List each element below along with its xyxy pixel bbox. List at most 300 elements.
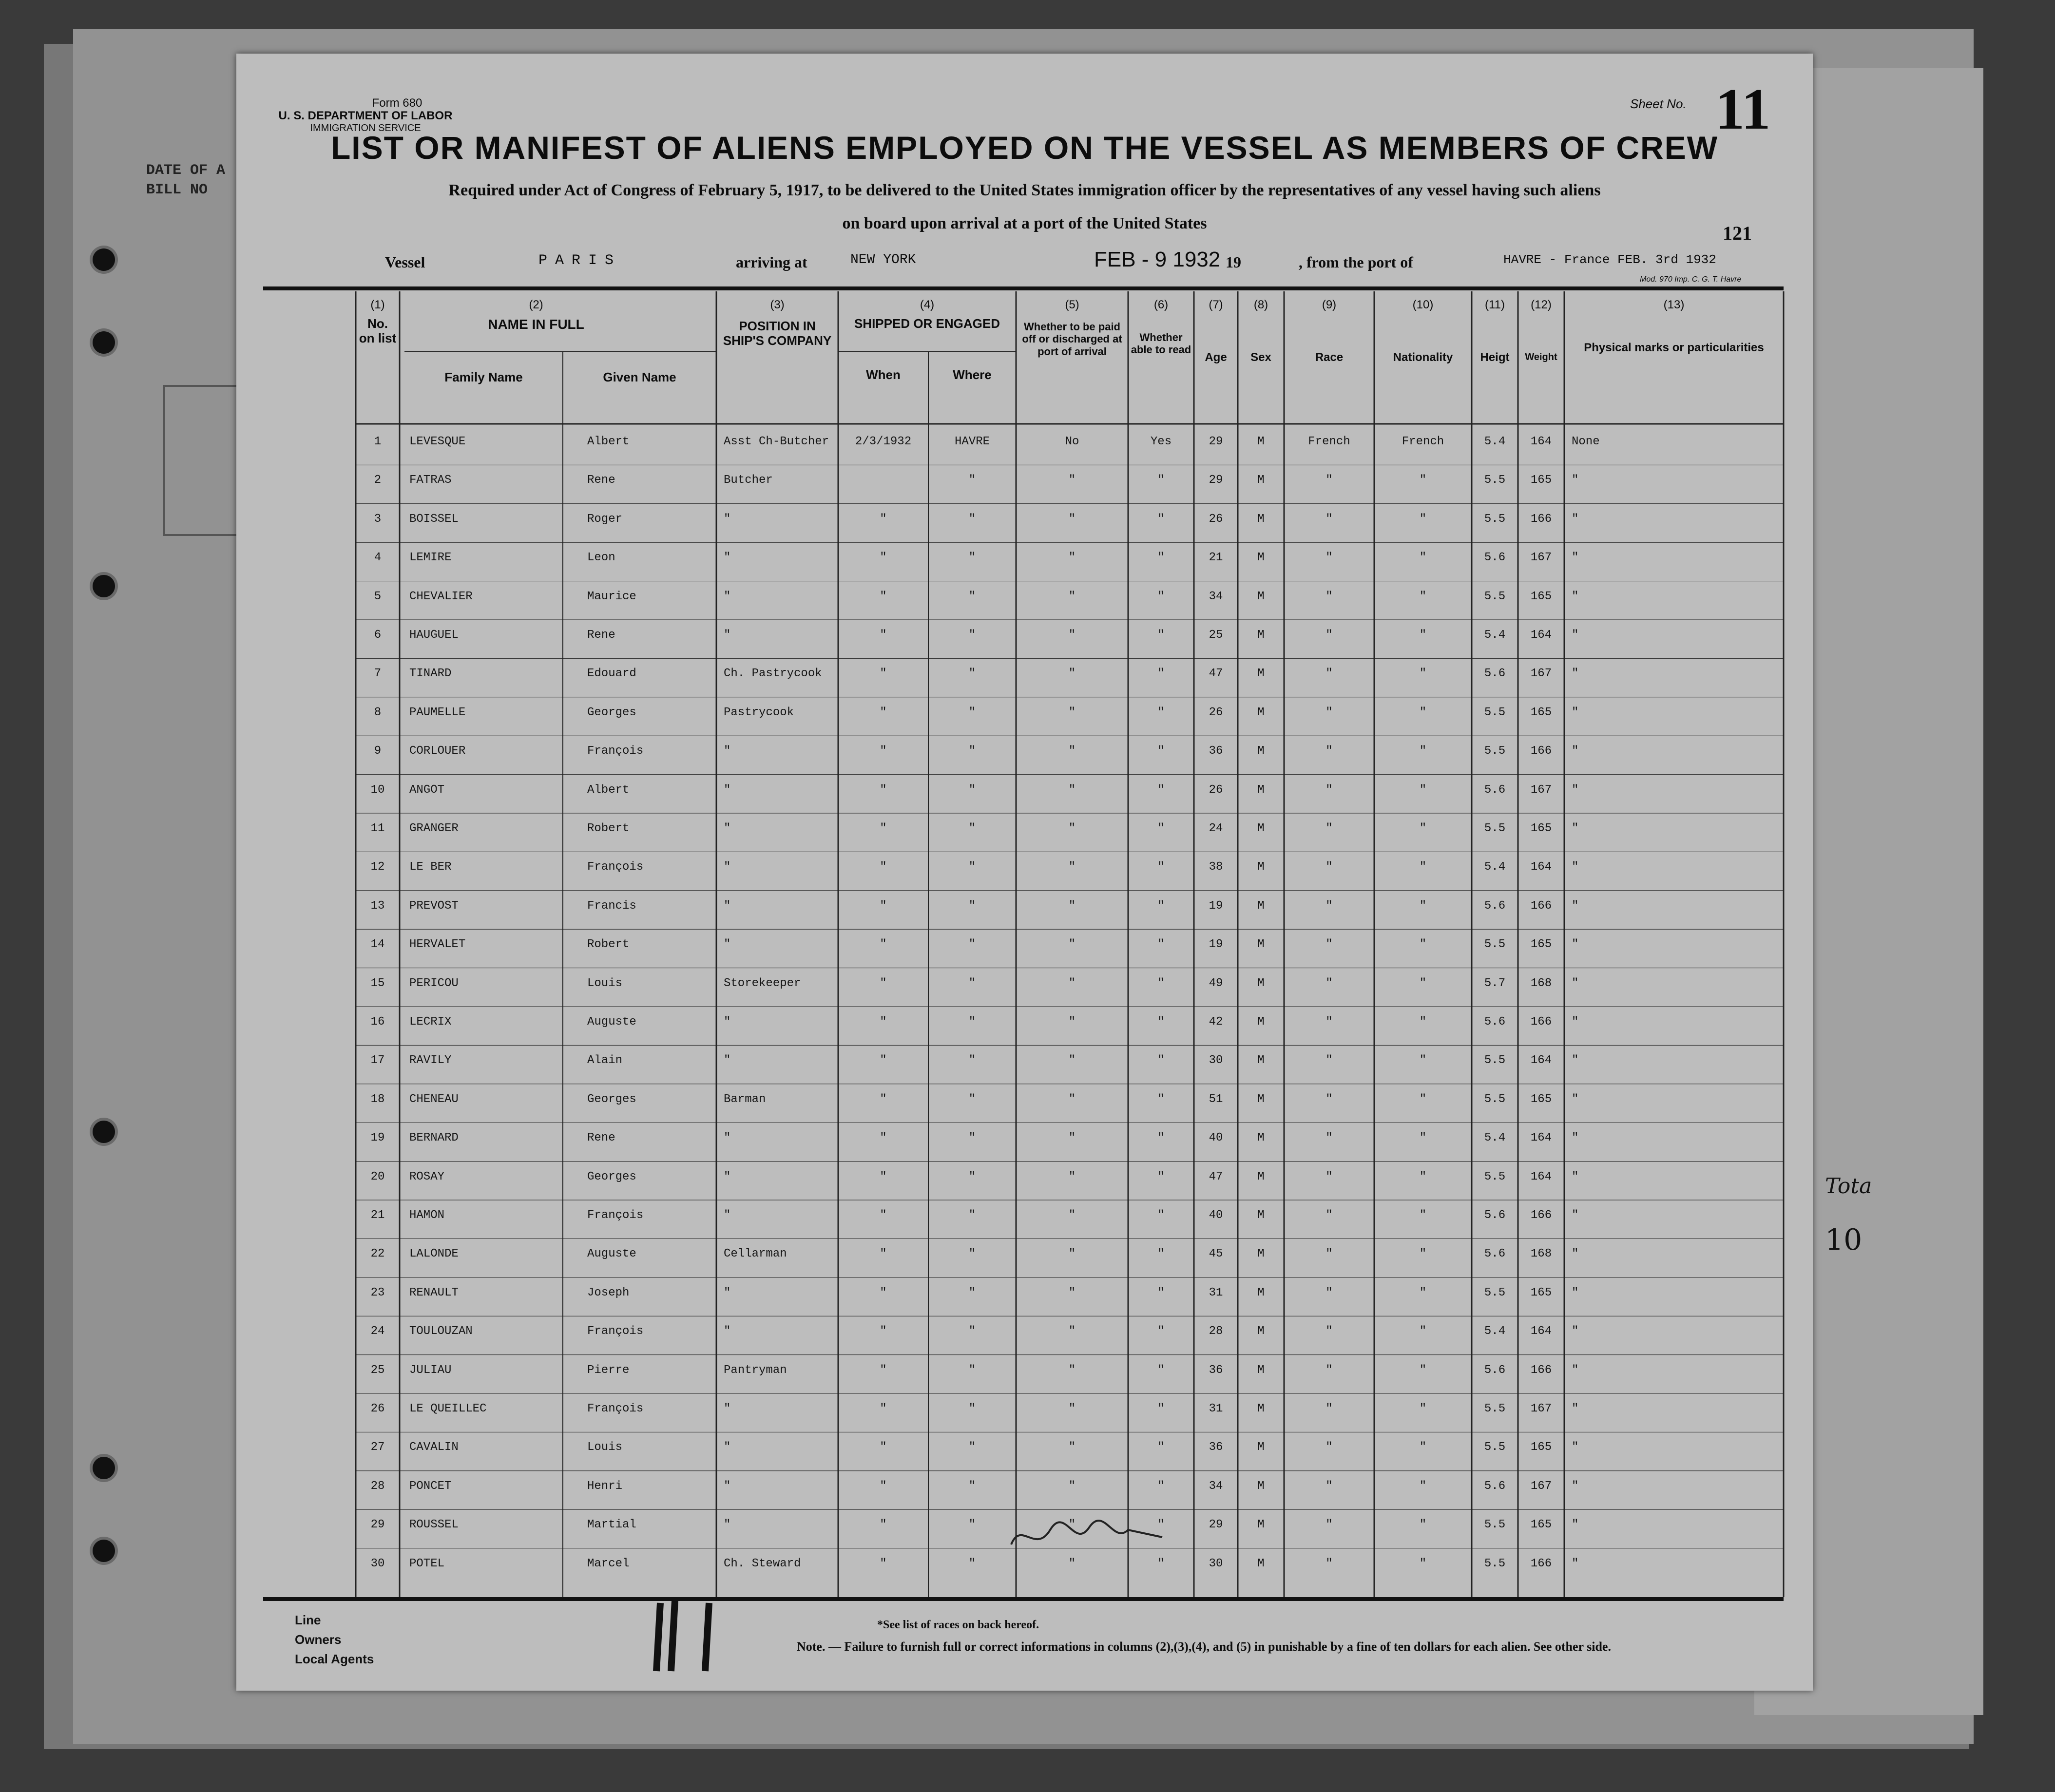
cell-sex: M [1257,1325,1265,1338]
cell-weight: 165 [1530,1092,1552,1106]
cell-family: CHEVALIER [409,590,473,603]
cell-race: " [1325,938,1333,952]
date-stamp-label: DATE OF A [146,162,226,179]
cell-where: " [968,744,976,758]
cell-paid: " [1068,1054,1076,1068]
col-2b-header: Given Name [603,370,676,384]
cell-race: " [1325,1441,1333,1454]
cell-given: Auguste [587,1015,636,1029]
cell-nationality: " [1419,629,1427,642]
cell-weight: 164 [1530,1325,1552,1338]
cell-position: " [724,1054,731,1068]
cell-read: " [1157,1170,1165,1183]
cell-marks: " [1572,1441,1579,1454]
cell-given: Rene [587,474,615,487]
cell-read: " [1157,899,1165,913]
cell-paid: " [1068,976,1076,990]
local-agents-label: Local Agents [295,1652,374,1666]
cell-weight: 168 [1530,976,1552,990]
cell-race: " [1325,899,1333,913]
side-notes [1825,1160,1872,1267]
cell-marks: " [1572,1054,1579,1068]
cell-family: LEMIRE [409,551,452,565]
cell-nationality: " [1419,899,1427,913]
cell-weight: 164 [1530,629,1552,642]
binder-hole [93,1540,115,1562]
cell-when: " [880,1054,887,1068]
col-3-header: POSITION IN SHIP'S COMPANY [723,319,832,348]
cell-read: Yes [1150,435,1172,448]
cell-family: HAMON [409,1209,445,1222]
cell-height: 5.5 [1484,1518,1506,1532]
cell-position: Cellarman [724,1247,787,1261]
cell-race: " [1325,1557,1333,1570]
signature [1006,1515,1167,1559]
cell-height: 5.4 [1484,629,1506,642]
cell-no: 18 [370,1092,385,1106]
cell-height: 5.5 [1484,474,1506,487]
col-9-number: (9) [1322,298,1337,311]
cell-position: " [724,860,731,874]
cell-no: 5 [374,590,382,603]
col-9-header: Race [1315,351,1344,364]
cell-no: 13 [370,899,385,913]
cell-nationality: " [1419,705,1427,719]
cell-height: 5.5 [1484,1054,1506,1068]
col-4-number: (4) [920,298,935,311]
cell-where: " [968,1247,976,1261]
cell-age: 36 [1209,744,1223,758]
cell-where: " [968,1518,976,1532]
cell-family: CHENEAU [409,1092,459,1106]
cell-position: Pastrycook [724,705,794,719]
cell-no: 3 [374,512,382,526]
cell-nationality: " [1419,474,1427,487]
cell-race: " [1325,1015,1333,1029]
cell-paid: No [1065,435,1079,448]
divider [263,1597,1784,1601]
cell-read: " [1157,629,1165,642]
cell-nationality: " [1419,1286,1427,1299]
cell-no: 27 [370,1441,385,1454]
col-12-number: (12) [1531,298,1552,311]
cell-when: " [880,667,887,681]
cell-race: " [1325,1402,1333,1415]
year-label: 19 [1226,253,1241,271]
cell-read: " [1157,860,1165,874]
cell-marks: None [1572,435,1600,448]
cell-age: 29 [1209,435,1223,448]
cell-no: 10 [370,783,385,797]
cell-age: 34 [1209,590,1223,603]
cell-nationality: " [1419,938,1427,952]
cell-when: " [880,938,887,952]
cell-where: " [968,1325,976,1338]
cell-weight: 167 [1530,667,1552,681]
cell-weight: 165 [1530,590,1552,603]
cell-read: " [1157,551,1165,565]
cell-weight: 165 [1530,1286,1552,1299]
cell-given: Auguste [587,1247,636,1261]
cell-where: " [968,474,976,487]
cell-no: 24 [370,1325,385,1338]
races-note: *See list of races on back hereof. [877,1619,1039,1631]
cell-where: " [968,1054,976,1068]
cell-sex: M [1257,512,1265,526]
cell-paid: " [1068,1209,1076,1222]
cell-race: " [1325,1092,1333,1106]
cell-family: RAVILY [409,1054,452,1068]
cell-nationality: " [1419,1402,1427,1415]
cell-family: POTEL [409,1557,445,1570]
cell-paid: " [1068,783,1076,797]
cell-read: " [1157,938,1165,952]
cell-marks: " [1572,474,1579,487]
cell-no: 14 [370,938,385,952]
cell-marks: " [1572,783,1579,797]
cell-position: " [724,1479,731,1493]
col-4-header: SHIPPED OR ENGAGED [854,316,1000,331]
cell-given: Henri [587,1479,623,1493]
cell-when: " [880,629,887,642]
cell-age: 30 [1209,1054,1223,1068]
cell-sex: M [1257,976,1265,990]
cell-paid: " [1068,1441,1076,1454]
cell-marks: " [1572,1286,1579,1299]
cell-when: " [880,1131,887,1145]
sheet-number: 11 [1715,76,1771,141]
cell-age: 42 [1209,1015,1223,1029]
cell-position: " [724,822,731,835]
cell-age: 31 [1209,1286,1223,1299]
cell-family: PAUMELLE [409,705,466,719]
cell-height: 5.4 [1484,1131,1506,1145]
cell-given: François [587,1209,644,1222]
cell-given: Pierre [587,1363,630,1377]
cell-marks: " [1572,1209,1579,1222]
cell-sex: M [1257,1402,1265,1415]
cell-marks: " [1572,1479,1579,1493]
cell-family: PREVOST [409,899,459,913]
cell-height: 5.6 [1484,1363,1506,1377]
cell-when: " [880,1286,887,1299]
cell-position: " [724,512,731,526]
cell-sex: M [1257,551,1265,565]
cell-no: 11 [370,822,385,835]
manifest-sheet [236,54,1813,1691]
cell-position: " [724,590,731,603]
cell-race: " [1325,822,1333,835]
cell-weight: 167 [1530,551,1552,565]
cell-sex: M [1257,1557,1265,1570]
service-name: IMMIGRATION SERVICE [310,123,421,133]
cell-paid: " [1068,822,1076,835]
cell-given: Francis [587,899,636,913]
cell-age: 19 [1209,938,1223,952]
cell-height: 5.6 [1484,551,1506,565]
cell-where: " [968,551,976,565]
cell-paid: " [1068,860,1076,874]
col-7-number: (7) [1209,298,1223,311]
subtitle: Required under Act of Congress of February 5, 1917, to be delivered to the United States immigration officer by the representatives of any vessel having such aliens [448,181,1601,199]
cell-paid: " [1068,1325,1076,1338]
cell-read: " [1157,822,1165,835]
cell-weight: 168 [1530,1247,1552,1261]
cell-race: " [1325,976,1333,990]
cell-age: 26 [1209,783,1223,797]
cell-no: 21 [370,1209,385,1222]
cell-weight: 164 [1530,435,1552,448]
cell-marks: " [1572,938,1579,952]
cell-nationality: " [1419,1247,1427,1261]
cell-marks: " [1572,512,1579,526]
cell-no: 30 [370,1557,385,1570]
cell-when: " [880,1557,887,1570]
cell-given: Rene [587,629,615,642]
cell-height: 5.5 [1484,822,1506,835]
printer-note: Mod. 970 Imp. C. G. T. Havre [1640,275,1742,284]
cell-given: Louis [587,976,623,990]
cell-paid: " [1068,1557,1076,1570]
cell-no: 28 [370,1479,385,1493]
cell-given: Albert [587,435,630,448]
cell-paid: " [1068,1015,1076,1029]
cell-marks: " [1572,551,1579,565]
department-name: U. S. DEPARTMENT OF LABOR [278,109,453,122]
cell-family: BOISSEL [409,512,459,526]
cell-age: 34 [1209,1479,1223,1493]
cell-age: 38 [1209,860,1223,874]
cell-height: 5.6 [1484,667,1506,681]
cell-age: 47 [1209,1170,1223,1183]
cell-race: " [1325,1479,1333,1493]
cell-weight: 164 [1530,1170,1552,1183]
cell-family: JULIAU [409,1363,452,1377]
cell-marks: " [1572,1247,1579,1261]
cell-no: 2 [374,474,382,487]
cell-sex: M [1257,1092,1265,1106]
cell-given: François [587,860,644,874]
cell-race: " [1325,474,1333,487]
cell-nationality: " [1419,1131,1427,1145]
col-7-header: Age [1205,351,1227,364]
cell-no: 4 [374,551,382,565]
cell-marks: " [1572,744,1579,758]
cell-race: " [1325,1363,1333,1377]
cell-position: " [724,551,731,565]
handwritten-marks [646,1593,733,1676]
cell-weight: 167 [1530,1479,1552,1493]
cell-marks: " [1572,629,1579,642]
cell-when: " [880,744,887,758]
cell-age: 26 [1209,705,1223,719]
cell-paid: " [1068,899,1076,913]
cell-where: " [968,705,976,719]
cell-age: 31 [1209,1402,1223,1415]
cell-height: 5.5 [1484,705,1506,719]
cell-read: " [1157,1363,1165,1377]
cell-given: Alain [587,1054,623,1068]
cell-weight: 166 [1530,899,1552,913]
cell-marks: " [1572,976,1579,990]
cell-marks: " [1572,1015,1579,1029]
cell-paid: " [1068,512,1076,526]
vessel-label: Vessel [385,253,425,271]
cell-family: BERNARD [409,1131,459,1145]
col-10-header: Nationality [1393,351,1453,364]
cell-family: TOULOUZAN [409,1325,473,1338]
col-2a-header: Family Name [444,370,523,384]
cell-when: " [880,551,887,565]
cell-no: 29 [370,1518,385,1532]
cell-position: " [724,783,731,797]
cell-marks: " [1572,1518,1579,1532]
cell-family: ROUSSEL [409,1518,459,1532]
cell-age: 24 [1209,822,1223,835]
cell-sex: M [1257,938,1265,952]
cell-marks: " [1572,705,1579,719]
col-1-header: No. on list [359,316,397,345]
cell-position: Asst Ch-Butcher [724,435,829,448]
cell-weight: 165 [1530,938,1552,952]
col-6-number: (6) [1153,298,1169,311]
cell-height: 5.5 [1484,1286,1506,1299]
cell-when: " [880,1170,887,1183]
arrival-date-stamp: FEB - 9 1932 [1094,248,1221,271]
cell-nationality: " [1419,512,1427,526]
cell-when: " [880,590,887,603]
cell-paid: " [1068,1518,1076,1532]
cell-nationality: " [1419,590,1427,603]
cell-weight: 165 [1530,822,1552,835]
cell-family: HERVALET [409,938,466,952]
cell-no: 26 [370,1402,385,1415]
cell-read: " [1157,1518,1165,1532]
cell-when: " [880,1518,887,1532]
cell-no: 15 [370,976,385,990]
cell-position: " [724,1441,731,1454]
sheet-label: Sheet No. [1630,96,1687,111]
cell-where: " [968,1479,976,1493]
cell-age: 49 [1209,976,1223,990]
cell-family: RENAULT [409,1286,459,1299]
col-2-number: (2) [529,298,543,311]
cell-when: " [880,860,887,874]
cell-where: " [968,1092,976,1106]
cell-marks: " [1572,1131,1579,1145]
cell-nationality: " [1419,1015,1427,1029]
cell-given: Robert [587,822,630,835]
cell-weight: 164 [1530,1131,1552,1145]
col-4b-header: Where [953,367,992,382]
col-4a-header: When [866,367,901,382]
binder-hole [93,575,115,597]
cell-marks: " [1572,1170,1579,1183]
cell-position: Ch. Pastrycook [724,667,822,681]
cell-when: " [880,1015,887,1029]
cell-nationality: " [1419,551,1427,565]
cell-race: " [1325,1209,1333,1222]
from-port-label: , from the port of [1299,253,1413,271]
cell-race: French [1308,435,1350,448]
cell-weight: 164 [1530,1054,1552,1068]
binder-hole [93,1121,115,1143]
cell-position: " [724,899,731,913]
cell-no: 17 [370,1054,385,1068]
cell-position: " [724,744,731,758]
cell-position: " [724,1402,731,1415]
cell-height: 5.6 [1484,1479,1506,1493]
cell-age: 36 [1209,1363,1223,1377]
cell-sex: M [1257,822,1265,835]
cell-race: " [1325,667,1333,681]
cell-where: " [968,822,976,835]
cell-marks: " [1572,860,1579,874]
col-5-header: Whether to be paid off or discharged at port of arrival [1022,321,1122,358]
cell-race: " [1325,551,1333,565]
owners-label: Owners [295,1632,342,1647]
page-reference: 121 [1723,222,1752,244]
cell-where: " [968,1402,976,1415]
cell-position: Butcher [724,474,773,487]
cell-nationality: " [1419,1209,1427,1222]
cell-where: " [968,899,976,913]
cell-weight: 165 [1530,1518,1552,1532]
cell-when: " [880,1441,887,1454]
binder-hole [93,1457,115,1479]
cell-nationality: " [1419,1441,1427,1454]
cell-position: " [724,629,731,642]
cell-given: Roger [587,512,623,526]
cell-nationality: " [1419,1518,1427,1532]
cell-read: " [1157,512,1165,526]
cell-age: 25 [1209,629,1223,642]
cell-sex: M [1257,1441,1265,1454]
cell-nationality: French [1402,435,1444,448]
cell-weight: 165 [1530,474,1552,487]
cell-position: Ch. Steward [724,1557,801,1570]
cell-where: " [968,1363,976,1377]
cell-marks: " [1572,1363,1579,1377]
cell-sex: M [1257,1209,1265,1222]
cell-family: TINARD [409,667,452,681]
cell-family: LE BER [409,860,452,874]
cell-given: François [587,1325,644,1338]
cell-weight: 166 [1530,1363,1552,1377]
cell-sex: M [1257,1479,1265,1493]
cell-given: Louis [587,1441,623,1454]
col-11-header: Heigt [1480,351,1510,364]
cell-no: 1 [374,435,382,448]
cell-age: 19 [1209,899,1223,913]
cell-read: " [1157,1092,1165,1106]
cell-race: " [1325,744,1333,758]
cell-read: " [1157,1131,1165,1145]
cell-sex: M [1257,629,1265,642]
cell-when: " [880,976,887,990]
bill-stamp-label: BILL NO [146,182,208,198]
col-11-number: (11) [1485,298,1505,311]
cell-sex: M [1257,860,1265,874]
cell-paid: " [1068,938,1076,952]
col-10-number: (10) [1412,298,1434,311]
cell-family: GRANGER [409,822,459,835]
cell-marks: " [1572,1557,1579,1570]
cell-where: " [968,783,976,797]
cell-paid: " [1068,629,1076,642]
cell-height: 5.5 [1484,744,1506,758]
cell-no: 8 [374,705,382,719]
